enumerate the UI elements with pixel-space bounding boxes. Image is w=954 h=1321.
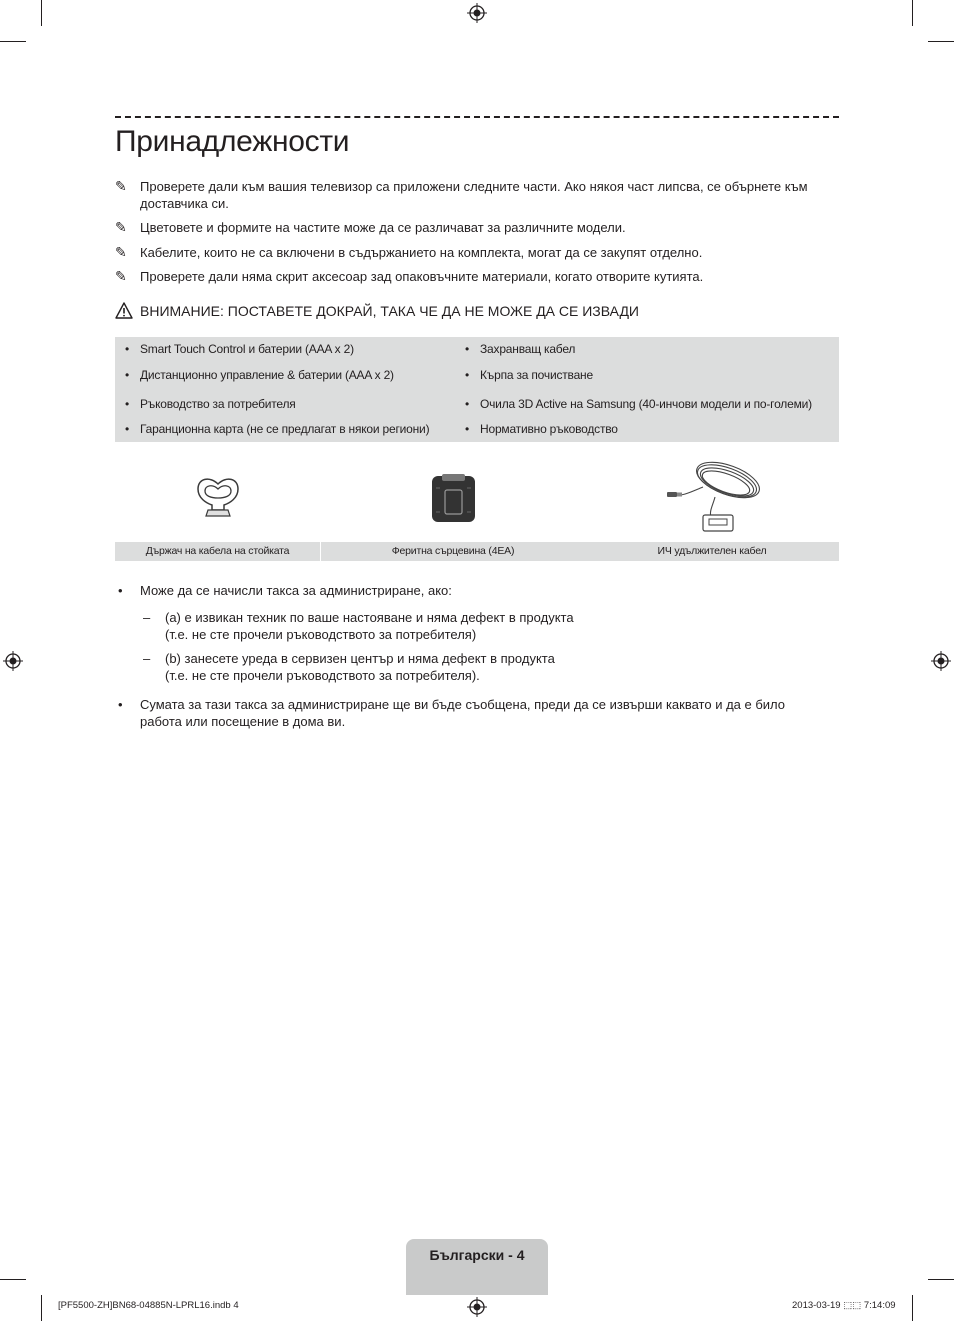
note-text: Цветовете и формите на частите може да се различават за различните модели. xyxy=(140,220,626,235)
caution-heading xyxy=(115,302,639,320)
note-text: Кабелите, които не са включени в съдържанието на комплекта, могат да се закупят отделно. xyxy=(140,245,703,260)
warning-triangle-icon xyxy=(115,302,133,319)
ferrite-core-icon xyxy=(431,473,476,523)
pencil-icon: ✎ xyxy=(115,244,127,260)
crop-mark xyxy=(928,41,954,42)
note-item xyxy=(115,244,840,261)
list-item: • Гаранционна карта (не се предлагат в някои региони) xyxy=(125,422,430,436)
page-title: Принадлежности xyxy=(115,125,350,158)
registration-mark-icon xyxy=(467,1297,487,1317)
caution-text: ВНИМАНИЕ: ПОСТАВЕТЕ ДОКРАЙ, ТАКА ЧЕ ДА НЕ МОЖЕ ДА СЕ ИЗВАДИ xyxy=(140,303,639,319)
note-text: Проверете дали към вашия телевизор са приложени следните части. Ако някоя част липсва, се обърнете към доставчика си. xyxy=(140,179,808,211)
accessory-label: Държач на кабела на стойката xyxy=(145,545,290,557)
pencil-icon: ✎ xyxy=(115,219,127,235)
pencil-icon: ✎ xyxy=(115,178,127,194)
section-divider xyxy=(115,116,839,118)
list-item: – (b) занесете уреда в сервизен център и няма дефект в продукта (т.е. не сте прочели ръководството за потребителя). xyxy=(143,651,555,683)
note-text: Проверете дали няма скрит аксесоар зад опаковъчните материали, когато отворите кутията. xyxy=(140,269,704,284)
list-item: • Smart Touch Control и батерии (AAA x 2) xyxy=(125,342,354,356)
list-item: • Ръководство за потребителя xyxy=(125,397,296,411)
note-item xyxy=(115,268,840,285)
accessory-label: ИЧ удължителен кабел xyxy=(657,545,767,557)
accessory-label: Феритна сърцевина (4EA) xyxy=(391,545,515,557)
cable-holder-icon xyxy=(194,476,242,520)
crop-mark xyxy=(928,1279,954,1280)
pencil-icon: ✎ xyxy=(115,268,127,284)
list-item: – (a) е извикан техник по ваше настояване и няма дефект в продукта (т.е. не сте прочели ръководството за потребителя) xyxy=(143,610,574,642)
page-number: Български - 4 xyxy=(429,1247,525,1263)
registration-mark-icon xyxy=(467,3,487,23)
note-item xyxy=(115,178,840,212)
list-item: • Може да се начисли такса за администриране, ако: xyxy=(118,583,452,598)
crop-mark xyxy=(41,1295,42,1321)
crop-mark xyxy=(912,0,913,26)
list-item: • Дистанционно управление & батерии (AAA x 2) xyxy=(125,368,394,382)
crop-mark xyxy=(0,1279,26,1280)
note-item xyxy=(115,219,840,236)
list-item: • Кърпа за почистване xyxy=(465,368,593,382)
registration-mark-icon xyxy=(931,651,951,671)
list-item: • Очила 3D Active на Samsung (40-инчови модели и по-големи) xyxy=(465,397,812,411)
list-item: • Нормативно ръководство xyxy=(465,422,618,436)
timestamp-slug: 2013-03-19 ⬚⬚ 7:14:09 xyxy=(792,1300,896,1311)
ir-extender-cable-icon xyxy=(665,457,761,539)
list-item: • Сумата за тази такса за администриране ще ви бъде съобщена, преди да се извърши каквато и да е било работа или посещение в дома ви. xyxy=(118,697,786,729)
crop-mark xyxy=(912,1295,913,1321)
crop-mark xyxy=(0,41,26,42)
list-item: • Захранващ кабел xyxy=(465,342,576,356)
crop-mark xyxy=(41,0,42,26)
registration-mark-icon xyxy=(3,651,23,671)
file-slug: [PF5500-ZH]BN68-04885N-LPRL16.indb 4 xyxy=(58,1300,239,1311)
